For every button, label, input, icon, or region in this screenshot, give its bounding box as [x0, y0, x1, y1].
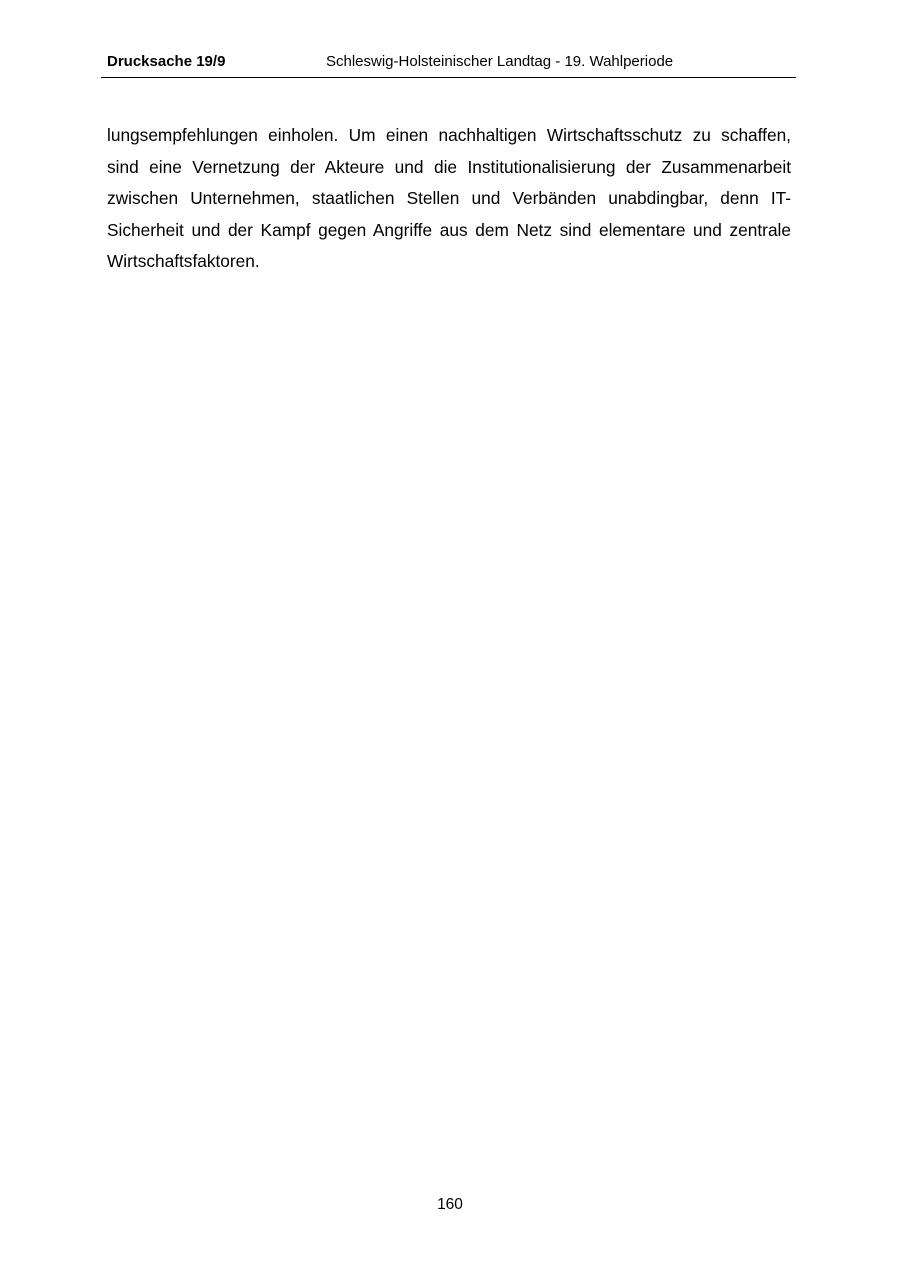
paragraph-line: Sicherheit und der Kampf gegen Angriffe aus dem Netz sind elementare und zentrale — [107, 219, 791, 240]
paragraph-line: Wirtschaftsfaktoren. — [107, 251, 260, 272]
document-number: Drucksache 19/9 — [107, 53, 226, 70]
header-title: Schleswig-Holsteinischer Landtag - 19. Wahlperiode — [326, 53, 674, 70]
paragraph-line: zwischen Unternehmen, staatlichen Stellen und Verbänden unabdingbar, denn IT- — [107, 188, 791, 209]
body-paragraph — [107, 120, 791, 278]
page-number: 160 — [437, 1196, 463, 1213]
paragraph-line: lungsempfehlungen einholen. Um einen nachhaltigen Wirtschaftsschutz zu schaffen, — [107, 125, 791, 145]
page-header — [101, 51, 796, 78]
paragraph-line: sind eine Vernetzung der Akteure und die Institutionalisierung der Zusammenarbeit — [107, 156, 791, 177]
